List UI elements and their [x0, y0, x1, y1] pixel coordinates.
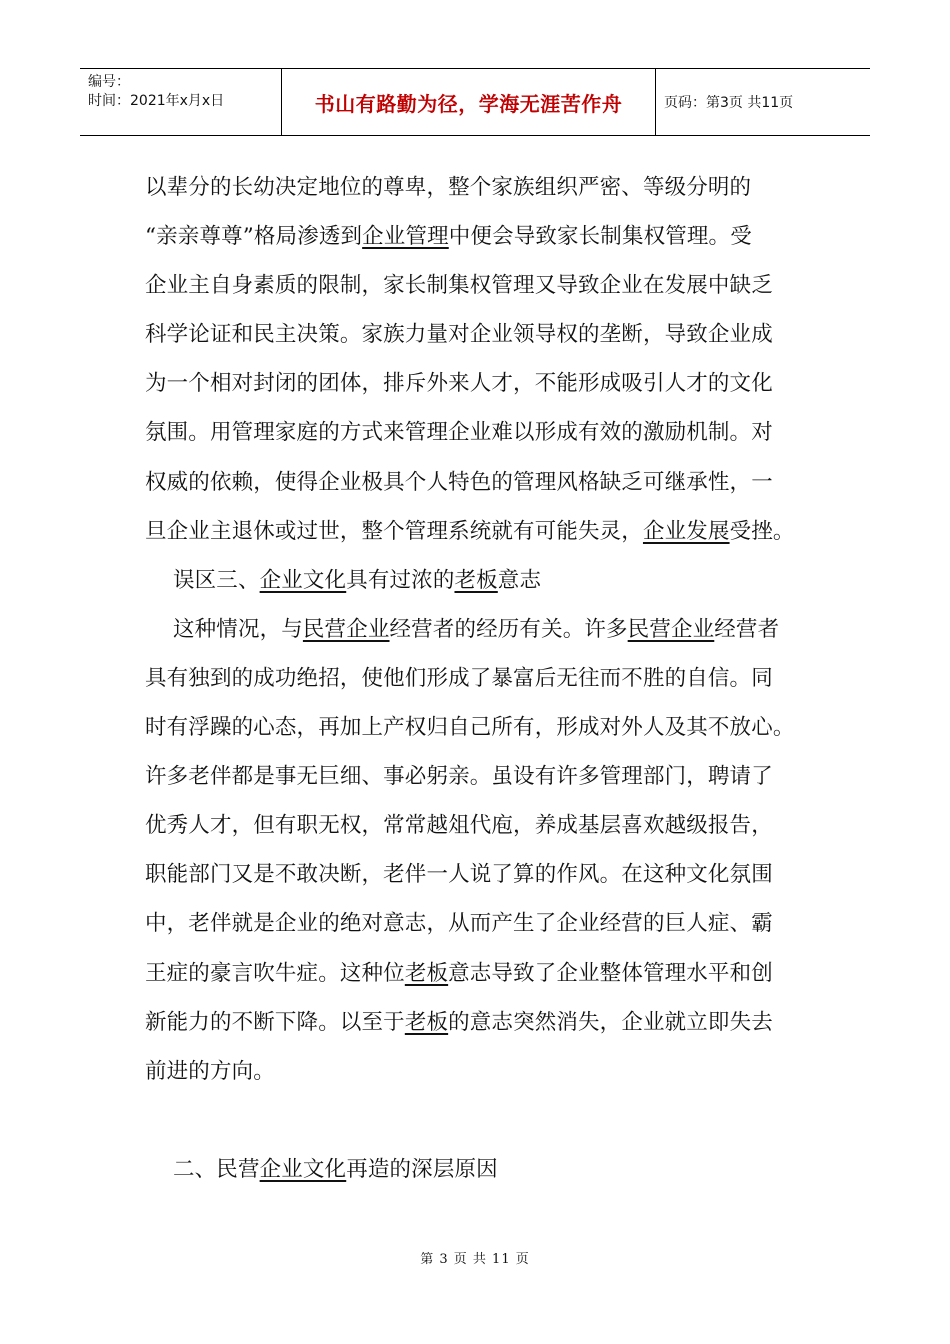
text-run: 经营者 — [714, 616, 780, 642]
body-line: 权威的依赖，使得企业极具个人特色的管理风格缺乏可继承性，一 — [145, 469, 773, 495]
text-run: 的意志突然消失，企业就立即失去 — [448, 1009, 773, 1035]
body-line: 科学论证和民主决策。家族力量对企业领导权的垄断，导致企业成 — [145, 322, 773, 348]
body-line: 许多老伴都是事无巨细、事必躬亲。虽设有许多管理部门，聘请了 — [145, 764, 773, 790]
link-boss[interactable]: 老板 — [454, 567, 498, 593]
code-label: 编号： — [88, 74, 130, 90]
link-enterprise-culture[interactable]: 企业文化 — [259, 567, 347, 593]
paragraph-gap — [145, 1096, 810, 1145]
text-run: 受挫。 — [729, 518, 795, 544]
link-private-enterprise[interactable]: 民营企业 — [302, 616, 390, 642]
body-line: 中，老伴就是企业的绝对意志，从而产生了企业经营的巨人症、霸 — [145, 911, 773, 937]
body-line: 职能部门又是不敢决断，老伴一人说了算的作风。在这种文化氛围 — [145, 862, 773, 888]
body-line — [145, 949, 810, 998]
section-heading-misconception-3 — [145, 556, 810, 605]
body-line — [145, 507, 810, 556]
text-run: 这种情况，与 — [173, 616, 303, 642]
link-enterprise-management[interactable]: 企业管理 — [362, 224, 449, 250]
body-line: 企业主自身素质的限制，家长制集权管理又导致企业在发展中缺乏 — [145, 273, 773, 299]
time-label: 时间：2021年x月x日 — [88, 93, 225, 109]
text-run: 意志 — [497, 567, 542, 593]
body-line: 前进的方向。 — [145, 1058, 275, 1084]
text-run: 中便会导致家长制集权管理。受 — [448, 224, 752, 250]
text-run: 误区三、 — [173, 567, 260, 593]
body-line: 氛围。用管理家庭的方式来管理企业难以形成有效的激励机制。对 — [145, 420, 773, 446]
text-run: 再造的深层原因 — [346, 1156, 498, 1182]
body-line: 具有独到的成功绝招，使他们形成了暴富后无往而不胜的自信。同 — [145, 665, 773, 691]
text-run: 经营者的经历有关。许多 — [389, 616, 628, 642]
page-footer: 第 3 页 共 11 页 — [420, 1252, 530, 1267]
text-run: 新能力的不断下降。以至于 — [145, 1009, 405, 1035]
text-run: 意志导致了企业整体管理水平和创 — [448, 960, 773, 986]
text-run: “亲亲尊尊”格局渗透到 — [145, 224, 363, 250]
text-run: 二、民营 — [173, 1156, 260, 1182]
header-meta — [80, 69, 282, 135]
section-heading-2 — [145, 1145, 810, 1194]
body-line — [145, 212, 810, 261]
body-line: 以辈分的长幼决定地位的尊卑，整个家族组织严密、等级分明的 — [145, 175, 752, 200]
body-line: 优秀人才，但有职无权，常常越俎代庖，养成基层喜欢越级报告， — [145, 813, 773, 839]
header-motto: 书山有路勤为径，学海无涯苦作舟 — [282, 69, 656, 135]
link-private-enterprise[interactable]: 民营企业 — [627, 616, 715, 642]
text-run: 具有过浓的 — [346, 567, 455, 593]
text-run: 王症的豪言吹牛症。这种位 — [145, 960, 405, 986]
link-enterprise-development[interactable]: 企业发展 — [642, 518, 730, 544]
header-page-label: 页码：第3页 共11页 — [664, 95, 794, 111]
body-line — [145, 605, 810, 654]
body-line — [145, 998, 810, 1047]
link-enterprise-culture[interactable]: 企业文化 — [259, 1156, 347, 1182]
text-run: 旦企业主退休或过世，整个管理系统就有可能失灵， — [145, 518, 643, 544]
page-header — [80, 68, 870, 136]
link-boss[interactable]: 老板 — [404, 960, 449, 986]
link-boss[interactable]: 老板 — [404, 1009, 449, 1035]
body-line: 为一个相对封闭的团体，排斥外来人才，不能形成吸引人才的文化 — [145, 371, 773, 397]
body-line: 时有浮躁的心态，再加上产权归自己所有，形成对外人及其不放心。 — [145, 715, 795, 741]
document-body — [145, 163, 810, 1194]
